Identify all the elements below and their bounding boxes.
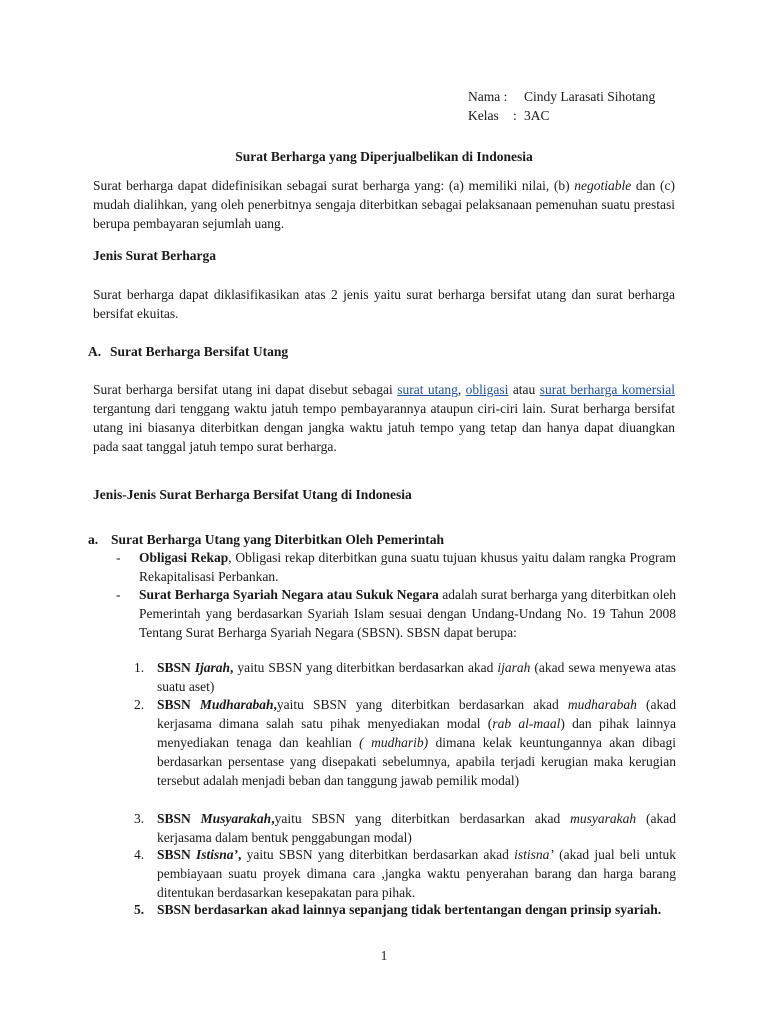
item-text — [157, 845, 676, 902]
item-comma: , — [271, 811, 275, 826]
numbered-item-istisna — [134, 845, 676, 902]
section-a-title: Surat Berharga Bersifat Utang — [110, 344, 289, 359]
student-info — [468, 87, 728, 125]
intro-text: Surat berharga dapat didefinisikan sebagai surat berharga yang: (a) memiliki nilai, (b) — [93, 178, 575, 193]
item-text — [157, 658, 676, 696]
sub-a-heading — [88, 530, 444, 549]
item-bold-italic: Ijarah — [194, 660, 231, 675]
item-body-3: ) dan pihak lainnya menyediakan tenaga dan keahlian — [157, 716, 677, 750]
jenis-paragraph: Surat berharga dapat diklasifikasikan atas 2 jenis yaitu surat berharga bersifat utang dan surat berharga bersifat ekuitas. — [93, 287, 675, 321]
bullet-dash: - — [116, 550, 121, 565]
item-number: 4. — [134, 847, 145, 862]
bullet-body: , Obligasi rekap diterbitkan guna suatu tujuan khusus yaitu dalam rangka Program Rekapitalisasi Perbankan. — [139, 550, 676, 584]
item-number: 5. — [134, 902, 145, 917]
nama-row — [468, 87, 728, 106]
kelas-label: Kelas — [468, 108, 499, 123]
item-number: 1. — [134, 660, 145, 675]
item-body: yaitu SBSN yang diterbitkan berdasarkan akad — [233, 660, 498, 675]
intro-italic: negotiable — [574, 178, 632, 193]
numbered-item-akad-lainnya — [134, 900, 676, 919]
sep2: atau — [508, 382, 540, 397]
item-italic: istisna’ — [514, 847, 554, 862]
item-tail: (akad kerjasama dalam bentuk penggabungan modal) — [157, 811, 676, 845]
sub-a-marker: a. — [88, 532, 99, 547]
item-italic: musyarakah — [570, 811, 637, 826]
item-text — [157, 695, 676, 790]
bullet-body: adalah surat berharga yang diterbitkan oleh Pemerintah yang berdasarkan Syariah Islam sesuai dengan Undang-Undang No. 19 Tahun 2008 Tentang Surat Berharga Syariah Negara (SBSN). SBSN dapat berupa: — [139, 587, 676, 640]
item-italic: ijarah — [497, 660, 531, 675]
item-comma: , — [238, 847, 242, 862]
kelas-row — [468, 106, 728, 125]
item-bold-italic: Istisna’ — [196, 847, 239, 862]
section-a-text: Surat berharga bersifat utang ini dapat disebut sebagai — [93, 382, 398, 397]
item-bold-italic: Mudharabah — [199, 697, 274, 712]
item-italic: mudharabah — [567, 697, 637, 712]
item-body: yaitu SBSN yang diterbitkan berdasarkan akad — [241, 847, 515, 862]
item-body-4: dimana kelak keuntungannya akan dibagi berdasarkan persentase yang disepakati sebelumnya, apabila terjadi kerugian maka kerugian tersebut adalah menjadi beban dan tanggung jawab pemilik modal) — [157, 735, 676, 788]
jenis-heading: Jenis Surat Berharga — [93, 248, 216, 263]
kelas-value: 3AC — [524, 108, 550, 123]
item-body: yaitu SBSN yang diterbitkan berdasarkan akad — [274, 811, 571, 826]
link-obligasi[interactable]: obligasi — [465, 382, 509, 397]
item-bold: SBSN — [157, 660, 195, 675]
numbered-item-ijarah — [134, 658, 676, 696]
item-text — [157, 809, 676, 847]
item-body: yaitu SBSN yang diterbitkan berdasarkan akad — [276, 697, 568, 712]
item-italic-2: rab al-maal — [492, 716, 561, 731]
item-text: SBSN berdasarkan akad lainnya sepanjang tidak bertentangan dengan prinsip syariah. — [157, 902, 662, 917]
intro-paragraph — [93, 176, 675, 233]
nama-label: Nama : — [468, 89, 508, 104]
item-bold: SBSN — [157, 847, 196, 862]
section-a-marker: A. — [88, 344, 102, 359]
bullet-bold: Surat Berharga Syariah Negara atau Sukuk Negara — [139, 587, 439, 602]
item-number: 2. — [134, 697, 145, 712]
item-bold: SBSN — [157, 697, 200, 712]
document-title: Surat Berharga yang Diperjualbelikan di Indonesia — [235, 149, 533, 164]
section-a-heading — [88, 342, 288, 361]
item-body-2: (akad kerjasama dimana salah satu pihak menyediakan modal ( — [157, 697, 677, 731]
intro-text-end: dan (c) mudah dialihkan, yang oleh penerbitnya sengaja diterbitkan sebagai pelaksanaan pemenuhan suatu prestasi berupa pembayaran sejumlah uang. — [93, 178, 675, 231]
numbered-item-musyarakah — [134, 809, 676, 847]
nama-value: Cindy Larasati Sihotang — [524, 89, 656, 104]
kelas-colon: : — [513, 108, 517, 123]
item-number: 3. — [134, 811, 145, 826]
section-a-text-end: tergantung dari tenggang waktu jatuh tempo pembayarannya ataupun ciri-ciri lain. Surat berharga bersifat utang ini biasanya diterbitkan dengan jangka waktu jatuh tempo yang tetap dan hanya dapat diuangkan pada saat tanggal jatuh tempo surat berharga. — [93, 401, 675, 454]
numbered-item-mudharabah — [134, 695, 676, 790]
bullet-text — [139, 585, 676, 642]
item-comma: , — [230, 660, 234, 675]
bullet-dash: - — [116, 587, 121, 602]
link-surat-berharga-komersial[interactable]: surat berharga komersial — [539, 382, 675, 397]
bullet-item-sukuk — [116, 585, 676, 642]
item-italic-3: ( mudharib) — [359, 735, 429, 750]
section-a-paragraph — [93, 380, 675, 456]
page-number: 1 — [380, 948, 388, 963]
bullet-text — [139, 548, 676, 586]
jenis-jenis-heading: Jenis-Jenis Surat Berharga Bersifat Utang di Indonesia — [93, 487, 412, 502]
sub-a-title: Surat Berharga Utang yang Diterbitkan Oleh Pemerintah — [111, 532, 444, 547]
bullet-item-obligasi-rekap — [116, 548, 676, 586]
item-bold-italic: Musyarakah — [200, 811, 272, 826]
link-surat-utang[interactable]: surat utang — [397, 382, 458, 397]
item-comma: , — [273, 697, 277, 712]
item-tail: (akad sewa menyewa atas suatu aset) — [157, 660, 676, 694]
item-bold: SBSN — [157, 811, 201, 826]
bullet-bold: Obligasi Rekap — [139, 550, 229, 565]
sep1: , — [457, 382, 466, 397]
item-tail: (akad jual beli untuk pembiayaan suatu proyek dimana cara ,jangka waktu penyerahan barang dan harga barang ditentukan berdasarkan kesepakatan para pihak. — [157, 847, 677, 900]
